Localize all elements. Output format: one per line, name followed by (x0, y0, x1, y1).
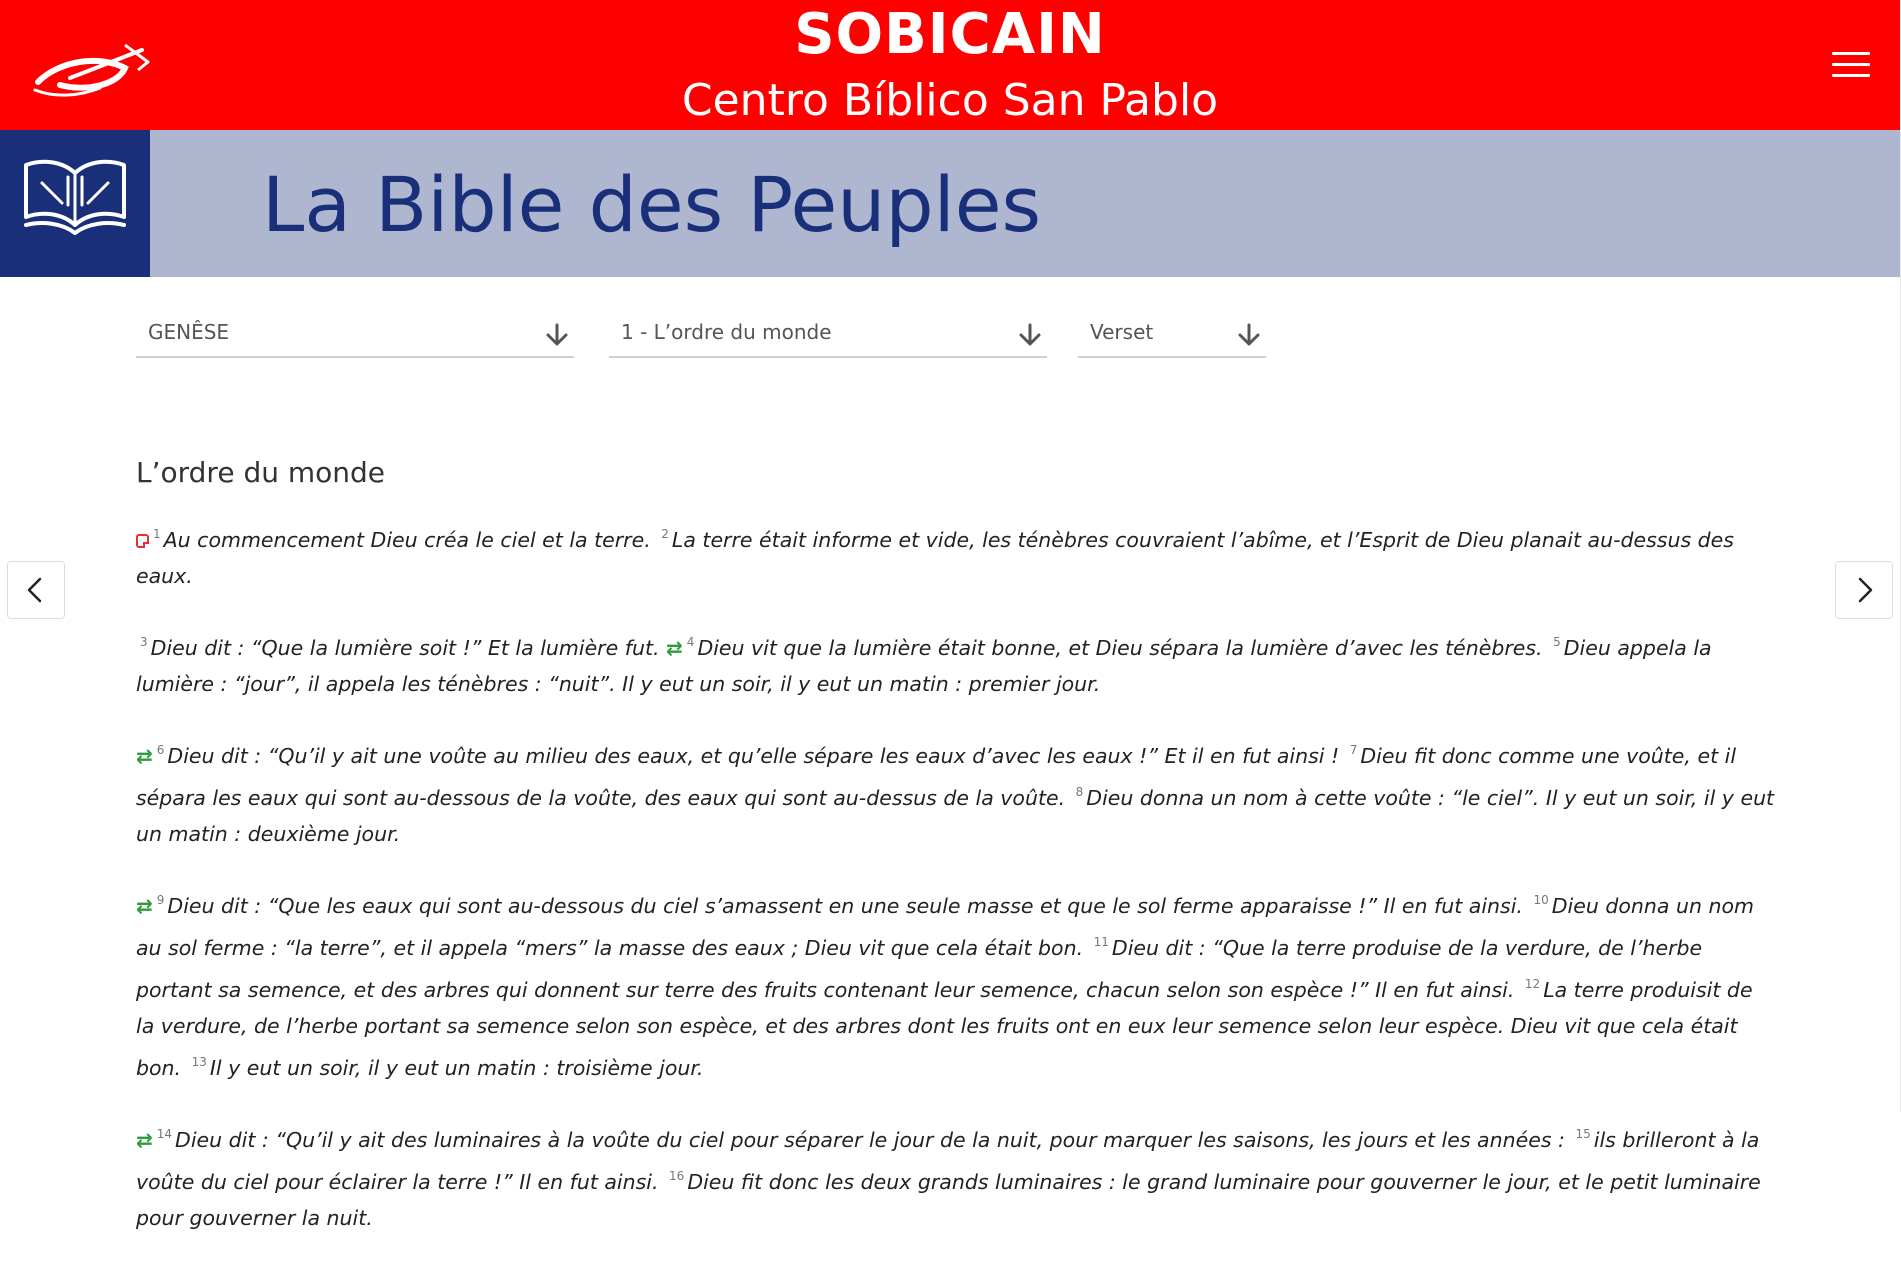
previous-chapter-button[interactable] (7, 561, 65, 619)
verse-number[interactable]: 12 (1524, 977, 1541, 991)
verse-text: Dieu dit : “Qu’il y ait des luminaires à la voûte du ciel pour séparer le jour de la nuit, pour marquer les saisons, les jours et les années : (175, 1128, 1565, 1152)
verse-number[interactable]: 6 (156, 743, 165, 757)
cross-reference-icon[interactable]: ⇄ (136, 894, 153, 918)
brand-subtitle: Centro Bíblico San Pablo (681, 75, 1219, 126)
verse-text: Dieu fit donc les deux grands luminaires : le grand luminaire pour gouverner le jour, et le petit luminaire pour gouverner la nuit. (136, 1170, 1761, 1230)
verse-text: Dieu dit : “Que les eaux qui sont au-dessous du ciel s’amassent en une seule masse et que le sol ferme apparaisse !” Il en fut ainsi. (167, 894, 1523, 918)
arrow-down-icon (1236, 322, 1262, 348)
chevron-right-icon (1850, 576, 1878, 604)
verse-number[interactable]: 8 (1075, 785, 1084, 799)
bible-banner (0, 130, 1900, 277)
verse-number[interactable]: 15 (1575, 1127, 1591, 1141)
verse-text: Dieu dit : “Que la terre produise de la verdure, de l’herbe portant sa semence, et des arbres qui donnent sur terre des fruits contenant leur semence, chacun selon son espèce !” Il en fut ainsi. (136, 936, 1703, 1002)
verse-text: Dieu appela la lumière : “jour”, il appela les ténèbres : “nuit”. Il y eut un soir, il y eut un matin : premier jour. (136, 636, 1712, 696)
hamburger-menu-icon[interactable] (1832, 52, 1870, 82)
verse-text: Il y eut un soir, il y eut un matin : troisième jour. (209, 1056, 704, 1080)
note-icon[interactable] (136, 534, 149, 548)
open-book-icon (0, 130, 150, 277)
verse-text: Dieu donna un nom à cette voûte : “le ciel”. Il y eut un soir, il y eut un matin : deuxième jour. (136, 786, 1775, 846)
verse-paragraph (136, 732, 1776, 852)
section-heading: L’ordre du monde (136, 456, 386, 489)
next-chapter-button[interactable] (1835, 561, 1893, 619)
verse-number[interactable]: 2 (661, 527, 669, 541)
verse-text: La terre était informe et vide, les ténèbres couvraient l’abîme, et l’Esprit de Dieu planait au-dessus des eaux. (136, 528, 1734, 588)
verse-text: Au commencement Dieu créa le ciel et la terre. (163, 528, 651, 552)
verse-paragraph (136, 516, 1776, 594)
cross-reference-icon[interactable]: ⇄ (136, 1128, 153, 1152)
verse-number[interactable]: 14 (156, 1127, 173, 1141)
verse-number[interactable]: 10 (1533, 893, 1549, 907)
verse-number[interactable]: 9 (156, 893, 165, 907)
verse-paragraph (136, 624, 1776, 702)
verse-select[interactable] (1078, 312, 1266, 358)
verse-text: Dieu dit : “Qu’il y ait une voûte au milieu des eaux, et qu’elle sépare les eaux d’avec les eaux !” Et il en fut ainsi ! (167, 744, 1340, 768)
verse-text: Dieu vit que la lumière était bonne, et Dieu sépara la lumière d’avec les ténèbres. (697, 636, 1543, 660)
verse-number[interactable]: 13 (191, 1055, 207, 1069)
arrow-down-icon (1017, 322, 1043, 348)
verse-number[interactable]: 4 (686, 635, 695, 649)
verse-text: Dieu donna un nom au sol ferme : “la terre”, et il appela “mers” la masse des eaux ; Dieu vit que cela était bon. (136, 894, 1754, 960)
chevron-left-icon (22, 576, 50, 604)
verse-number[interactable]: 11 (1093, 935, 1109, 949)
verse-text: Dieu dit : “Que la lumière soit !” Et la lumière fut. (150, 636, 660, 660)
scripture-passage (136, 516, 1776, 1266)
verse-text: Dieu fit donc comme une voûte, et il sépara les eaux qui sont au-dessous de la voûte, des eaux qui sont au-dessus de la voûte. (136, 744, 1737, 810)
bible-title: La Bible des Peuples (262, 160, 1042, 249)
arrow-down-icon (544, 322, 570, 348)
book-select[interactable] (136, 312, 574, 358)
verse-number[interactable]: 7 (1349, 743, 1358, 757)
verse-paragraph (136, 1116, 1776, 1236)
verse-number[interactable]: 3 (140, 635, 148, 649)
book-select-value: GENÊSE (148, 320, 230, 344)
verse-number[interactable]: 1 (153, 527, 161, 541)
verse-text: La terre produisit de la verdure, de l’herbe portant sa semence selon son espèce, et des arbres dont les fruits ont en eux leur semence selon leur espèce. Dieu vit que cela était bon. (136, 978, 1753, 1080)
chapter-select[interactable] (609, 312, 1047, 358)
cross-reference-icon[interactable]: ⇄ (136, 744, 153, 768)
brand-title: SOBICAIN (794, 2, 1106, 67)
site-header (0, 0, 1900, 130)
verse-paragraph (136, 882, 1776, 1086)
verse-number[interactable]: 5 (1553, 635, 1561, 649)
chapter-select-value: 1 - L’ordre du monde (621, 320, 832, 344)
verse-select-value: Verset (1090, 320, 1154, 344)
verse-number[interactable]: 16 (669, 1169, 685, 1183)
verse-text: ils brilleront à la voûte du ciel pour éclairer la terre !” Il en fut ainsi. (136, 1128, 1760, 1194)
cross-reference-icon[interactable]: ⇄ (666, 636, 683, 660)
